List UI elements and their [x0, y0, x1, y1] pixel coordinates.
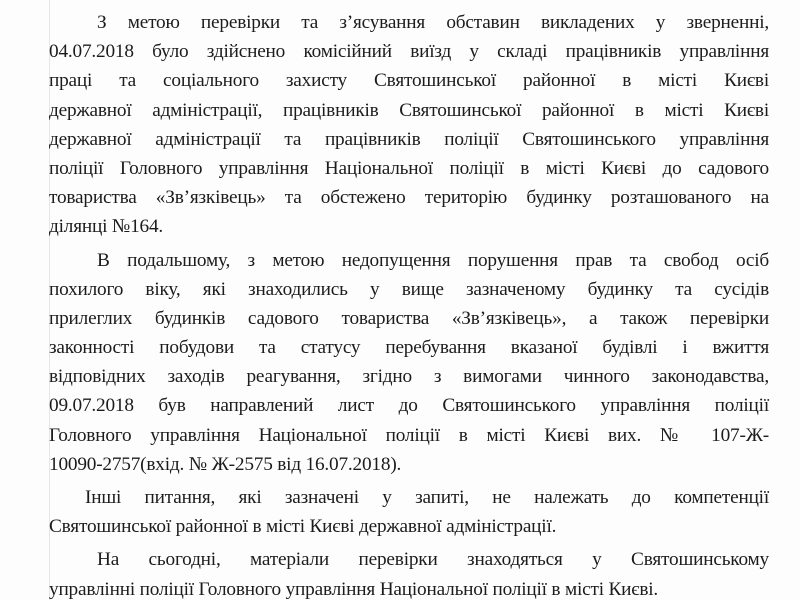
- document-body: [49, 8, 769, 604]
- text-line: Інші питання, які зазначені у запиті, не належать до компетенції: [85, 487, 769, 508]
- text-line: Головного управління Національної поліції в місті Києві вих. № 107-Ж-: [49, 424, 769, 446]
- paragraph-current-status: [49, 545, 769, 603]
- paragraph-police-letter: [49, 246, 769, 480]
- text-line: З метою перевірки та з’ясування обставин викладених у зверненні,: [97, 12, 769, 33]
- text-line: В подальшому, з метою недопущення порушення прав та свобод осіб: [97, 249, 769, 271]
- paragraph-other-questions: [49, 483, 769, 541]
- text-line: товариства «Зв’язківець» та обстежено територію будинку розташованого на: [49, 187, 769, 209]
- paragraph-inspection-visit: [49, 8, 769, 242]
- text-line: 04.07.2018 було здійснено комісійний виїзд у складі працівників управління: [49, 41, 769, 63]
- text-line: праці та соціального захисту Святошинської районної в місті Києві: [49, 70, 769, 92]
- text-line: 09.07.2018 був направлений лист до Святошинського управління поліції: [49, 395, 769, 417]
- text-line: державної адміністрації та працівників поліції Святошинського управління: [49, 128, 769, 150]
- text-line: 10090-2757(вхід. № Ж-2575 від 16.07.2018).: [49, 453, 402, 475]
- text-line: прилеглих будинків садового товариства «Зв’язківець», а також перевірки: [49, 307, 769, 329]
- text-line: похилого віку, які знаходились у вище зазначеному будинку та сусідів: [49, 278, 769, 300]
- text-line: державної адміністрації, працівників Святошинської районної в місті Києві: [49, 99, 769, 121]
- text-line: відповідних заходів реагування, згідно з вимогами чинного законодавства,: [49, 366, 769, 388]
- text-line: поліції Головного управління Національної поліції в місті Києві до садового: [49, 157, 769, 179]
- text-line: ділянці №164.: [49, 216, 164, 238]
- text-line: На сьогодні, матеріали перевірки знаходяться у Святошинському: [97, 549, 769, 571]
- text-line: управлінні поліції Головного управління Національної поліції в місті Києві.: [49, 578, 659, 600]
- text-line: Святошинської районної в місті Києві державної адміністрації.: [49, 516, 557, 538]
- text-line: законності побудови та статусу перебування вказаної будівлі і вжиття: [49, 337, 769, 359]
